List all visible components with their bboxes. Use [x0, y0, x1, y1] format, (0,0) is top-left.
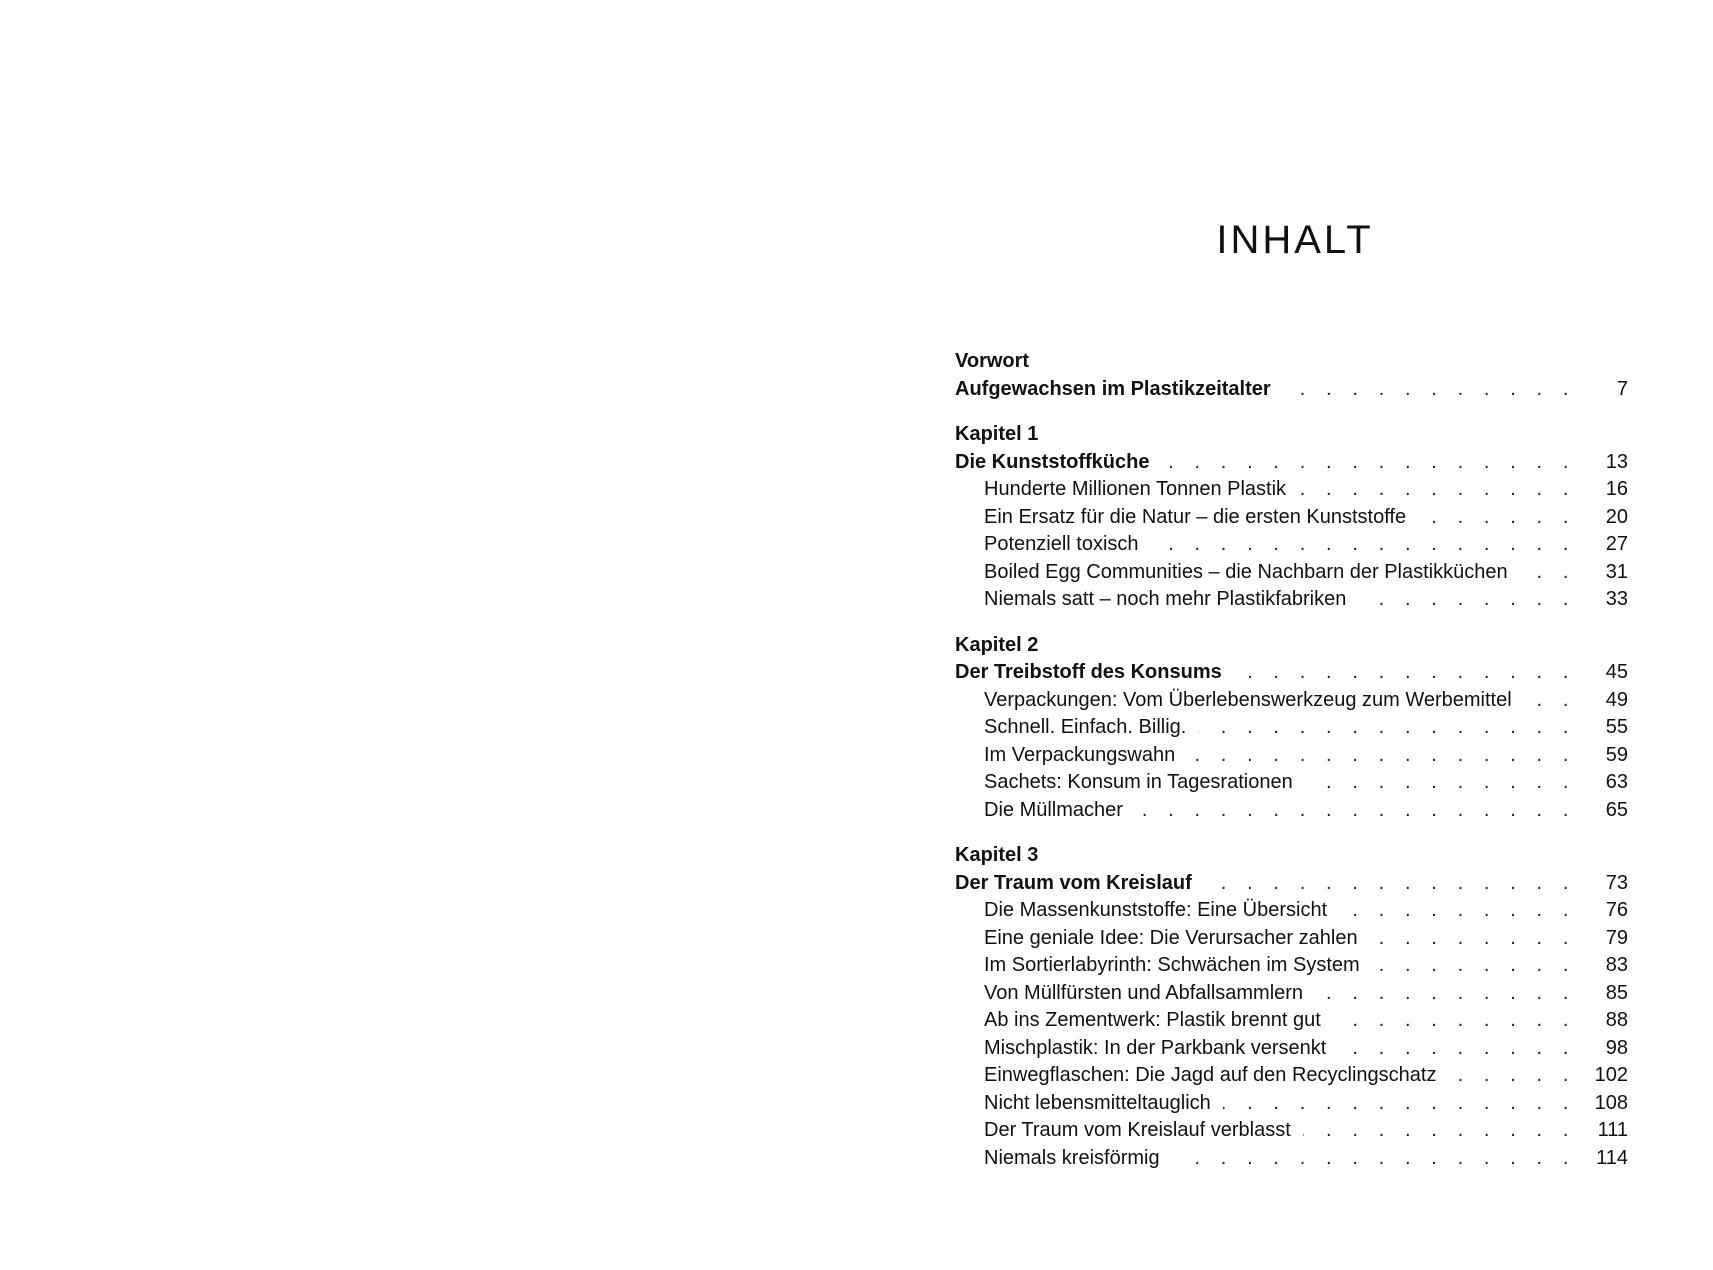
dot-leader	[1358, 586, 1576, 614]
toc-page-number: 98	[1605, 1036, 1628, 1059]
toc-subsection-entry[interactable]	[955, 531, 1628, 559]
toc-chapter-title: Aufgewachsen im Plastikzeitalter	[955, 377, 1271, 400]
page-title: INHALT	[1216, 218, 1374, 262]
toc-subsection-title: Boiled Egg Communities – die Nachbarn der Plastikküchen	[984, 560, 1508, 583]
toc-subsection-title: Die Massenkunststoffe: Eine Übersicht	[984, 899, 1328, 921]
toc-chapter-entry[interactable]	[955, 659, 1628, 687]
toc-subsection-title: Ein Ersatz für die Natur – die ersten Kunststoffe	[984, 505, 1407, 528]
toc-page-number: 65	[1605, 798, 1628, 821]
toc-subsection-title: Von Müllfürsten und Abfallsammlern	[984, 981, 1304, 1004]
dot-leader	[1370, 925, 1576, 953]
toc-page-number: 88	[1605, 1009, 1628, 1031]
dot-leader	[1234, 659, 1576, 687]
toc-subsection-title: Einwegflaschen: Die Jagd auf den Recyclingschatz	[984, 1064, 1437, 1086]
toc-chapter-title: Der Treibstoff des Konsums	[955, 661, 1222, 683]
toc-subsection-title: Niemals kreisförmig	[984, 1146, 1160, 1169]
toc-subsection-entry[interactable]	[955, 1117, 1628, 1145]
dot-leader	[1135, 797, 1576, 825]
toc-subsection-entry[interactable]	[955, 897, 1628, 925]
toc-subsection-title: Eine geniale Idee: Die Verursacher zahlen	[984, 926, 1358, 949]
toc-section-label-row	[955, 348, 1628, 376]
toc-subsection-title: Verpackungen: Vom Überlebenswerkzeug zum Werbemittel	[984, 688, 1512, 711]
toc-page-number: 20	[1605, 505, 1628, 528]
toc-subsection-entry[interactable]	[955, 586, 1628, 614]
toc-section	[955, 348, 1628, 403]
toc-page-number: 33	[1605, 588, 1628, 610]
toc-subsection-entry[interactable]	[955, 504, 1628, 532]
toc-section	[955, 842, 1628, 1172]
toc-subsection-entry[interactable]	[955, 952, 1628, 980]
toc-subsection-title: Im Verpackungswahn	[984, 743, 1176, 766]
toc-subsection-entry[interactable]	[955, 1145, 1628, 1173]
dot-leader	[1418, 504, 1576, 532]
toc-subsection-title: Potenziell toxisch	[984, 533, 1139, 555]
toc-page-number: 114	[1596, 1146, 1628, 1169]
toc-chapter-entry[interactable]	[955, 376, 1628, 404]
toc-page-number: 16	[1605, 478, 1628, 500]
toc-page-number: 111	[1597, 1119, 1628, 1141]
dot-leader	[1151, 531, 1576, 559]
dot-leader	[1298, 476, 1576, 504]
toc-chapter-title: Die Kunststoffküche	[955, 450, 1150, 473]
dot-leader	[1198, 714, 1576, 742]
toc-page-number: 59	[1605, 743, 1628, 766]
toc-subsection-entry[interactable]	[955, 687, 1628, 715]
toc-subsection-title: Niemals satt – noch mehr Plastikfabriken	[984, 588, 1347, 610]
toc-page-number: 7	[1616, 377, 1628, 400]
dot-leader	[1187, 742, 1576, 770]
dot-leader	[1333, 1007, 1576, 1035]
toc-section-label: Kapitel 3	[955, 844, 1039, 866]
dot-leader	[1339, 897, 1576, 925]
toc-section-label: Kapitel 1	[955, 423, 1039, 445]
dot-leader	[1520, 559, 1576, 587]
toc-page-number: 73	[1605, 871, 1628, 894]
toc-page-number: 55	[1605, 716, 1628, 738]
toc-subsection-title: Der Traum vom Kreislauf verblasst	[984, 1119, 1291, 1141]
toc-page-number: 49	[1605, 688, 1628, 711]
toc-page-number: 85	[1605, 981, 1628, 1004]
dot-leader	[1338, 1035, 1576, 1063]
toc-subsection-title: Ab ins Zementwerk: Plastik brennt gut	[984, 1009, 1321, 1031]
dot-leader	[1305, 769, 1576, 797]
toc-page-number: 63	[1605, 771, 1628, 793]
toc-section-label-row	[955, 842, 1628, 870]
toc-section	[955, 632, 1628, 825]
toc-subsection-title: Schnell. Einfach. Billig.	[984, 716, 1187, 738]
toc-subsection-title: Im Sortierlabyrinth: Schwächen im System	[984, 954, 1360, 976]
dot-leader	[1303, 1117, 1576, 1145]
toc-subsection-entry[interactable]	[955, 476, 1628, 504]
toc-page-number: 79	[1605, 926, 1628, 949]
toc-section-label: Kapitel 2	[955, 633, 1039, 656]
dot-leader	[1524, 687, 1576, 715]
dot-leader	[1204, 870, 1576, 898]
toc-subsection-entry[interactable]	[955, 1007, 1628, 1035]
toc-subsection-entry[interactable]	[955, 1062, 1628, 1090]
toc-page-number: 27	[1605, 533, 1628, 555]
toc-section	[955, 421, 1628, 614]
toc-subsection-entry[interactable]	[955, 559, 1628, 587]
toc-subsection-title: Hunderte Millionen Tonnen Plastik	[984, 478, 1287, 500]
dot-leader	[1283, 376, 1576, 404]
toc-subsection-entry[interactable]	[955, 1090, 1628, 1118]
toc-page-number: 13	[1605, 450, 1628, 473]
dot-leader	[1372, 952, 1576, 980]
toc-subsection-title: Nicht lebensmitteltauglich	[984, 1091, 1211, 1114]
toc-subsection-title: Sachets: Konsum in Tagesrationen	[984, 771, 1293, 793]
toc-subsection-entry[interactable]	[955, 797, 1628, 825]
toc-page-number: 102	[1594, 1064, 1628, 1086]
toc-section-label-row	[955, 632, 1628, 660]
toc-page-number: 108	[1594, 1091, 1628, 1114]
toc-subsection-entry[interactable]	[955, 714, 1628, 742]
toc-subsection-title: Die Müllmacher	[984, 798, 1123, 821]
dot-leader	[1315, 980, 1576, 1008]
toc-subsection-entry[interactable]	[955, 980, 1628, 1008]
dot-leader	[1161, 449, 1576, 477]
toc-subsection-title: Mischplastik: In der Parkbank versenkt	[984, 1036, 1327, 1059]
toc-section-label: Vorwort	[955, 350, 1030, 372]
toc-chapter-title: Der Traum vom Kreislauf	[955, 871, 1192, 894]
right-page	[955, 0, 1635, 1270]
toc-subsection-entry[interactable]	[955, 742, 1628, 770]
table-of-contents	[955, 348, 1628, 1190]
toc-page-number: 83	[1605, 954, 1628, 976]
toc-chapter-entry[interactable]	[955, 870, 1628, 898]
dot-leader	[1223, 1090, 1576, 1118]
toc-subsection-entry[interactable]	[955, 1035, 1628, 1063]
toc-subsection-entry[interactable]	[955, 925, 1628, 953]
toc-page-number: 31	[1605, 560, 1628, 583]
toc-page-number: 45	[1605, 661, 1628, 683]
dot-leader	[1448, 1062, 1576, 1090]
toc-page-number: 76	[1605, 899, 1628, 921]
toc-section-label-row	[955, 421, 1628, 449]
toc-chapter-entry[interactable]	[955, 449, 1628, 477]
toc-subsection-entry[interactable]	[955, 769, 1628, 797]
dot-leader	[1172, 1145, 1576, 1173]
